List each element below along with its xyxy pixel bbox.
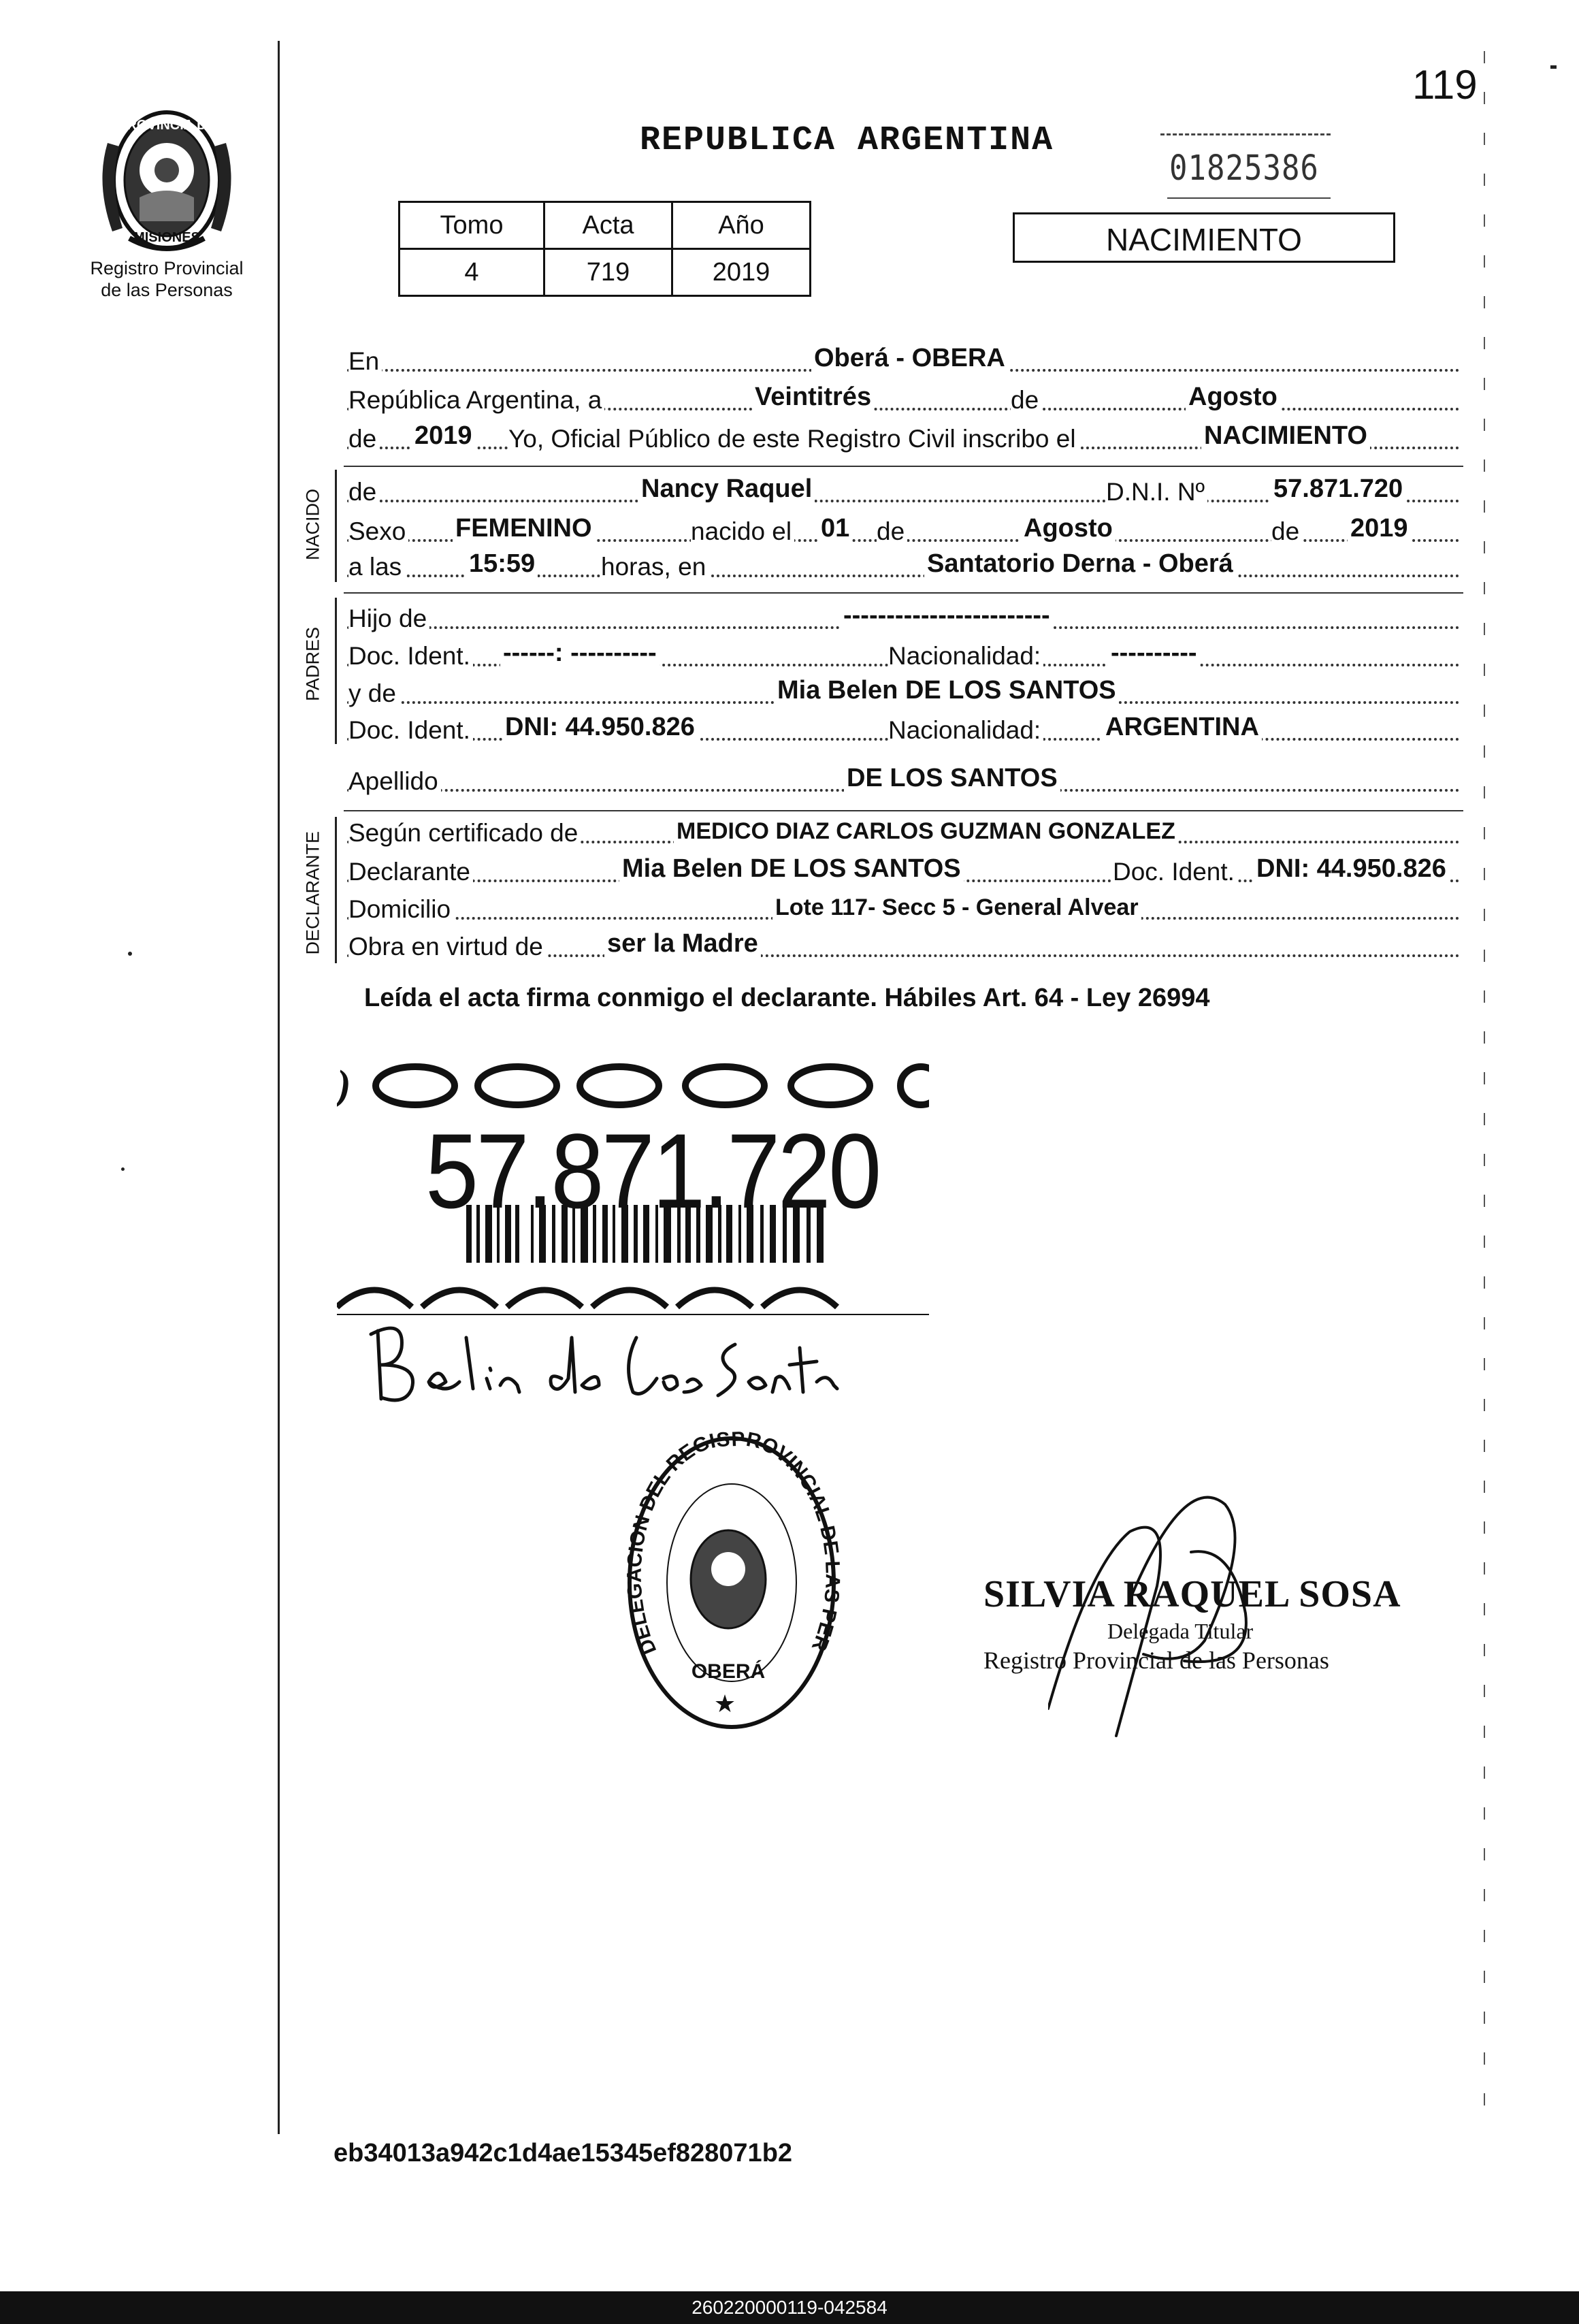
line-hijo bbox=[347, 601, 1460, 636]
official-signature bbox=[1048, 1464, 1334, 1749]
line-father-doc bbox=[347, 639, 1460, 673]
serial-border bbox=[1160, 133, 1331, 135]
doc-label: Doc. Ident. bbox=[348, 642, 473, 671]
country-title: REPUBLICA ARGENTINA bbox=[640, 121, 1054, 160]
year-de-label: de bbox=[348, 425, 379, 453]
svg-text:PROVINCIAL DE LAS PERSONAS: PROVINCIAL DE LAS PER bbox=[730, 1427, 844, 1655]
line-apellido bbox=[347, 764, 1460, 798]
document-hash: eb34013a942c1d4ae15345ef828071b2 bbox=[333, 2139, 793, 2167]
province-logo bbox=[82, 102, 252, 259]
line-certificado bbox=[347, 819, 1460, 850]
nacionalidad-label: Nacionalidad: bbox=[888, 642, 1043, 671]
statement-text: Yo, Oficial Público de este Registro Civil inscribo el bbox=[508, 425, 1079, 453]
cert-label: Según certificado de bbox=[348, 819, 581, 848]
page-number: 119 bbox=[1412, 62, 1478, 108]
svg-text:OBERÁ: OBERÁ bbox=[691, 1660, 766, 1683]
page-mark bbox=[1550, 65, 1557, 69]
line-nacido-name bbox=[347, 474, 1460, 509]
official-name: SILVIA RAQUEL SOSA bbox=[983, 1573, 1401, 1615]
horas-label: horas, en bbox=[601, 553, 709, 581]
republic-label: República Argentina, a bbox=[348, 386, 604, 415]
birth-place-value: Santatorio Derna - Oberá bbox=[924, 549, 1236, 579]
month-value: Agosto bbox=[1186, 383, 1280, 412]
line-mother-doc bbox=[347, 713, 1460, 747]
line-year bbox=[347, 421, 1460, 456]
declarante-doc-value: DNI: 44.950.826 bbox=[1254, 854, 1449, 884]
place-value: Oberá - OBERA bbox=[811, 344, 1008, 373]
official-role: Delegada Titular bbox=[1107, 1619, 1254, 1643]
line-mother bbox=[347, 676, 1460, 711]
acta-value: 719 bbox=[544, 249, 672, 296]
alas-label: a las bbox=[348, 553, 404, 581]
closing-statement: Leída el acta firma conmigo el declarante. Hábiles Art. 64 - Ley 26994 bbox=[364, 984, 1210, 1012]
record-table bbox=[398, 201, 811, 297]
nacionalidad-label: Nacionalidad: bbox=[888, 716, 1043, 745]
domicilio-value: Lote 117- Secc 5 - General Alvear bbox=[772, 894, 1141, 921]
doc-label: Doc. Ident. bbox=[1113, 858, 1237, 886]
child-dni-value: 57.871.720 bbox=[1271, 474, 1405, 504]
declarante-value: Mia Belen DE LOS SANTOS bbox=[619, 854, 964, 884]
de-label: de bbox=[1011, 386, 1041, 415]
section-bar bbox=[335, 598, 337, 744]
svg-text:PROVINCIA DE: PROVINCIA DE bbox=[118, 118, 216, 133]
child-name-value: Nancy Raquel bbox=[638, 474, 815, 504]
svg-text:★: ★ bbox=[713, 1690, 736, 1717]
obra-label: Obra en virtud de bbox=[348, 933, 546, 961]
left-margin-line bbox=[278, 41, 280, 2134]
section-label-declarante: DECLARANTE bbox=[302, 830, 323, 955]
anio-value: 2019 bbox=[672, 249, 811, 296]
section-divider bbox=[344, 466, 1463, 467]
line-republica bbox=[347, 383, 1460, 417]
line-domicilio bbox=[347, 895, 1460, 926]
declarante-label: Declarante bbox=[348, 858, 473, 886]
inscription-type-value: NACIMIENTO bbox=[1201, 421, 1370, 451]
section-label-nacido: NACIDO bbox=[302, 489, 323, 561]
serial-number: 01825386 bbox=[1169, 148, 1319, 189]
svg-text:MISIONES: MISIONES bbox=[133, 230, 200, 245]
sexo-value: FEMENINO bbox=[453, 514, 595, 543]
sticker-dni-number: 57.871.720 bbox=[425, 1112, 879, 1231]
line-hora bbox=[347, 549, 1460, 584]
father-value: ------------------------ bbox=[841, 601, 1053, 630]
birth-day-value: 01 bbox=[818, 514, 852, 543]
footer-code: 260220000119-042584 bbox=[691, 2297, 888, 2318]
de-label: de bbox=[1271, 517, 1302, 546]
year-value: 2019 bbox=[412, 421, 475, 451]
line-sexo bbox=[347, 514, 1460, 549]
declarant-signature bbox=[364, 1317, 841, 1419]
yde-label: y de bbox=[348, 679, 399, 708]
sexo-label: Sexo bbox=[348, 517, 408, 546]
dni-label: D.N.I. Nº bbox=[1106, 478, 1207, 506]
section-divider bbox=[344, 810, 1463, 811]
father-nationality-value: ---------- bbox=[1108, 639, 1200, 668]
svg-text:DELEGACION DEL REGISTRO: DELEGACION DEL REGIS bbox=[623, 1428, 731, 1658]
mother-value: Mia Belen DE LOS SANTOS bbox=[775, 676, 1119, 705]
right-edge-marks bbox=[1484, 51, 1485, 2127]
table-header-acta: Acta bbox=[544, 202, 672, 249]
apellido-label: Apellido bbox=[348, 767, 441, 796]
tomo-value: 4 bbox=[400, 249, 544, 296]
section-divider bbox=[344, 592, 1463, 594]
birth-month-value: Agosto bbox=[1021, 514, 1116, 543]
mother-doc-value: DNI: 44.950.826 bbox=[502, 713, 698, 742]
section-bar bbox=[335, 470, 337, 582]
official-organization: Registro Provincial de las Personas bbox=[983, 1647, 1329, 1674]
birth-year-value: 2019 bbox=[1348, 514, 1411, 543]
de-label: de bbox=[348, 478, 379, 506]
table-header-tomo: Tomo bbox=[400, 202, 544, 249]
apellido-value: DE LOS SANTOS bbox=[844, 764, 1060, 793]
registry-stamp bbox=[619, 1426, 844, 1739]
nacido-label: nacido el bbox=[691, 517, 794, 546]
hijo-label: Hijo de bbox=[348, 604, 429, 633]
punch-mark bbox=[121, 1167, 125, 1171]
de-label: de bbox=[877, 517, 907, 546]
mother-nationality-value: ARGENTINA bbox=[1103, 713, 1262, 742]
line-obra bbox=[347, 929, 1460, 964]
domicilio-label: Domicilio bbox=[348, 895, 453, 924]
en-label: En bbox=[348, 347, 382, 376]
father-doc-value: ------: ---------- bbox=[500, 639, 660, 668]
table-header-anio: Año bbox=[672, 202, 811, 249]
logo-caption: Registro Provincial de las Personas bbox=[90, 258, 244, 300]
section-label-padres: PADRES bbox=[302, 626, 323, 702]
sticker-pattern-top bbox=[376, 1067, 929, 1105]
line-declarante bbox=[347, 854, 1460, 889]
serial-border bbox=[1167, 197, 1331, 199]
obra-value: ser la Madre bbox=[604, 929, 761, 958]
section-bar bbox=[335, 817, 337, 963]
svg-text:): ) bbox=[337, 1063, 351, 1109]
birth-time-value: 15:59 bbox=[466, 549, 538, 579]
doc-label: Doc. Ident. bbox=[348, 716, 473, 745]
certificate-value: MEDICO DIAZ CARLOS GUZMAN GONZALEZ bbox=[674, 818, 1178, 845]
punch-mark bbox=[128, 952, 132, 956]
sticker-pattern-bottom bbox=[337, 1290, 837, 1307]
day-text-value: Veintitrés bbox=[752, 383, 874, 412]
record-type-box: NACIMIENTO bbox=[1013, 212, 1395, 263]
line-en bbox=[347, 344, 1460, 378]
